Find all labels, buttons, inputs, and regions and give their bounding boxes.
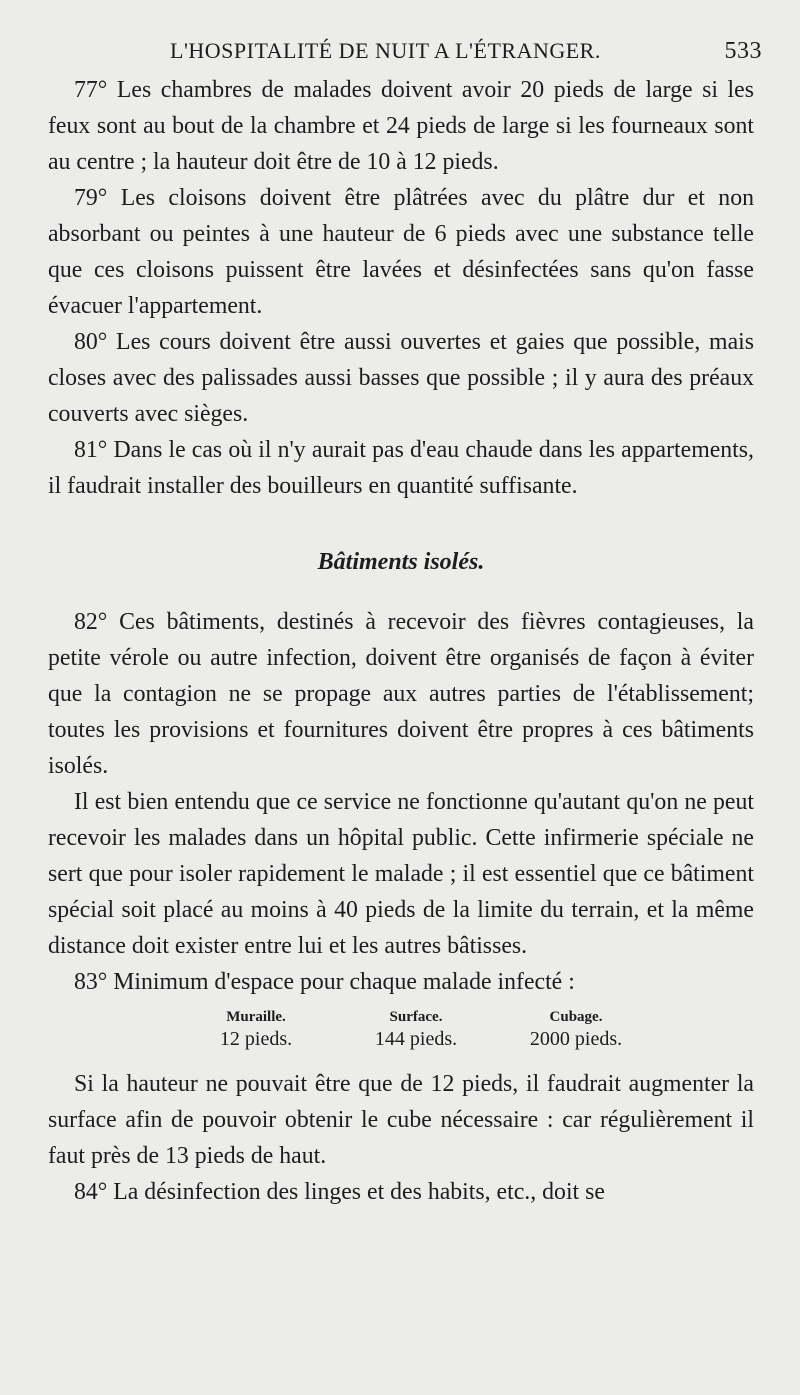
table-column-wall [176,1006,336,1050]
paragraph-height: Si la hauteur ne pouvait être que de 12 pieds, il faudrait augmenter la surface afin de pouvoir obtenir le cube nécessaire : car régulièrement il faut près de 13 pieds de haut. [48,1071,754,1169]
paragraph-82: 82° Ces bâtiments, destinés à recevoir des fièvres contagieuses, la petite vérole ou autre infection, doivent être organisés de façon à éviter que la contagion ne se propage aux autres parties de l'établissement; toutes les provisions et fournitures doivent être propres à ces bâtiments isolés. [48,609,754,779]
paragraph-83: 83° Minimum d'espace pour chaque malade infecté : [74,969,575,995]
table-value: 144 pieds. [374,1028,458,1050]
paragraph-81: 81° Dans le cas où il n'y aurait pas d'eau chaude dans les appartements, il faudrait installer des bouilleurs en quantité suffisante. [48,437,754,499]
table-header: Surface. [389,1009,443,1025]
page-number: 533 [724,38,762,64]
section-title: Bâtiments isolés. [317,549,485,575]
table-column-surface [336,1006,496,1050]
paragraph-77: 77° Les chambres de malades doivent avoir 20 pieds de large si les feux sont au bout de la chambre et 24 pieds de large si les fourneaux sont au centre ; la hauteur doit être de 10 à 12 pieds. [48,77,754,175]
table-header: Cubage. [549,1009,603,1025]
space-table [176,1006,656,1050]
table-column-volume [496,1006,656,1050]
running-header [48,36,762,72]
table-value: 12 pieds. [219,1028,293,1050]
page-body [48,72,754,1210]
header-title: L'HOSPITALITÉ DE NUIT A L'ÉTRANGER. [170,38,601,63]
paragraph-note: Il est bien entendu que ce service ne fonctionne qu'autant qu'on ne peut recevoir les malades dans un hôpital public. Cette infirmerie spéciale ne sert que pour isoler rapidement le malade ; il est essentiel que ce bâtiment spécial soit placé au moins à 40 pieds de la limite du terrain, et la même distance doit exister entre lui et les autres bâtisses. [48,789,754,959]
paragraph-79: 79° Les cloisons doivent être plâtrées avec du plâtre dur et non absorbant ou peintes à une hauteur de 6 pieds avec une substance telle que ces cloisons puissent être lavées et désinfectées sans qu'on fasse évacuer l'appartement. [48,185,754,319]
table-header: Muraille. [226,1009,286,1025]
table-value: 2000 pieds. [529,1028,623,1050]
paragraph-84: 84° La désinfection des linges et des habits, etc., doit se [74,1179,605,1205]
paragraph-80: 80° Les cours doivent être aussi ouvertes et gaies que possible, mais closes avec des palissades aussi basses que possible ; il y aura des préaux couverts avec sièges. [48,329,754,427]
